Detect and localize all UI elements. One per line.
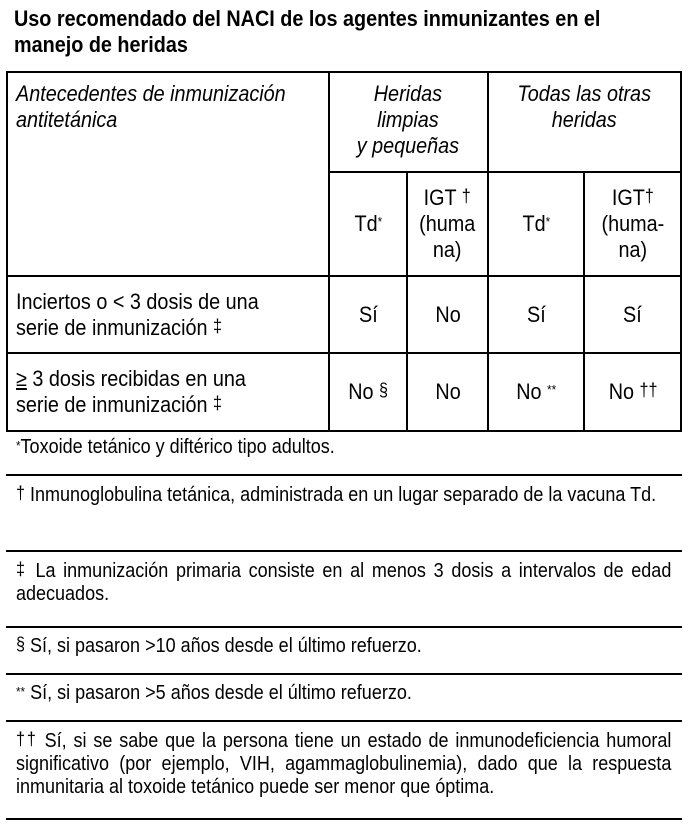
- footnote-asterisk: [6, 432, 682, 476]
- footnote-mark-asterisk: *: [545, 214, 550, 229]
- row-label-three-or-more: [7, 353, 329, 431]
- subheader-clean-igt: [407, 172, 487, 276]
- footnote-mark: ††: [16, 729, 38, 749]
- cell-value: Sí: [623, 301, 643, 327]
- recommendation-table: [6, 71, 682, 432]
- footnote-dagger: [6, 476, 682, 552]
- subheader-igt-line-3: na): [618, 237, 647, 262]
- table-row: [7, 353, 681, 431]
- cell-value: No: [516, 379, 542, 404]
- footnote-mark-double-dagger-pair: ††: [639, 380, 658, 400]
- group-header-other-wounds: [488, 72, 681, 172]
- title-line-2: manejo de heridas: [14, 32, 188, 57]
- cell-clean-td: [329, 276, 407, 353]
- row-label-line-1: 3 dosis recibidas en una: [26, 366, 246, 391]
- group-other-line-1: Todas las otras: [517, 81, 652, 106]
- subheader-igt-line-2: (huma: [419, 211, 476, 236]
- cell-value: No: [434, 379, 461, 404]
- subheader-other-td: [488, 172, 585, 276]
- footnote-mark-asterisk: *: [377, 214, 382, 229]
- group-other-line-2: heridas: [551, 107, 617, 132]
- cell-clean-td: [329, 353, 407, 431]
- footnote-mark: **: [16, 684, 26, 699]
- footnote-text: Sí, si pasaron >10 años desde el último refuerzo.: [25, 635, 422, 657]
- cell-value: Sí: [526, 301, 546, 327]
- footnotes: [6, 432, 682, 820]
- subheader-td-label: Td: [522, 211, 546, 236]
- footnote-section: [6, 628, 682, 675]
- row-label-uncertain: [7, 276, 329, 353]
- footnote-double-dagger-pair: [6, 722, 682, 820]
- footnote-mark: †: [16, 483, 26, 503]
- footnote-text: Sí, si pasaron >5 años desde el último refuerzo.: [25, 682, 412, 704]
- footnote-mark-double-asterisk: **: [546, 382, 557, 397]
- subheader-igt-line-2: (huma-: [601, 211, 665, 236]
- footnote-double-asterisk: [6, 675, 682, 722]
- page-title: [14, 6, 613, 58]
- row-label-line-2: serie de inmunización: [16, 392, 208, 417]
- footnote-mark: *: [16, 438, 21, 453]
- cell-value: No: [348, 379, 374, 404]
- antecedentes-header-line-1: Antecedentes de inmunización: [16, 81, 286, 106]
- row-label-line-2: serie de inmunización: [16, 314, 208, 340]
- subheader-other-igt: [584, 172, 681, 276]
- title-line-1: Uso recomendado del NACI de los agentes inmunizantes en el: [14, 6, 601, 31]
- cell-value: No: [434, 301, 461, 327]
- row-label-line-1: Inciertos o < 3 dosis de una: [16, 288, 259, 314]
- footnote-mark: §: [16, 634, 26, 654]
- footnote-mark-section: §: [379, 380, 389, 400]
- group-clean-line-1: Heridas: [374, 81, 443, 106]
- cell-clean-igt: [407, 353, 487, 431]
- cell-other-td: [488, 276, 585, 353]
- group-clean-line-3: y pequeñas: [357, 133, 460, 158]
- table-row: [7, 276, 681, 353]
- footnote-text: La inmunización primaria consiste en al menos 3 dosis a intervalos de edad adecuados.: [16, 560, 672, 605]
- antecedentes-header: [7, 72, 329, 276]
- subheader-igt-label: IGT: [611, 185, 645, 210]
- subheader-igt-label: IGT: [423, 185, 457, 210]
- footnote-double-dagger: [6, 552, 682, 628]
- group-clean-line-2: limpias: [377, 107, 440, 132]
- group-header-clean-wounds: [329, 72, 488, 172]
- cell-clean-igt: [407, 276, 487, 353]
- cell-other-igt: [584, 276, 681, 353]
- cell-value: No: [608, 379, 634, 404]
- cell-other-td: [488, 353, 585, 431]
- greater-equal-symbol: ≥: [16, 366, 27, 391]
- footnote-text: Toxoide tetánico y diftérico tipo adultos.: [20, 436, 335, 458]
- footnote-mark-dagger: †: [462, 186, 472, 206]
- footnote-mark: ‡: [16, 559, 28, 579]
- footnote-text: Sí, si se sabe que la persona tiene un estado de inmunodeficiencia humoral significativo (por ejemplo, VIH, agammaglobulinemia), dado que la respuesta inmunitaria al toxoide tetánico puede ser menor que óptima.: [16, 730, 672, 798]
- subheader-clean-td: [329, 172, 407, 276]
- subheader-td-label: Td: [354, 211, 378, 236]
- cell-value: Sí: [358, 301, 378, 327]
- antecedentes-header-line-2: antitetánica: [16, 107, 118, 132]
- cell-other-igt: [584, 353, 681, 431]
- footnote-mark-double-dagger: ‡: [213, 315, 223, 336]
- footnote-mark-double-dagger: ‡: [213, 393, 223, 413]
- subheader-igt-line-3: na): [433, 237, 462, 262]
- footnote-text: Inmunoglobulina tetánica, administrada en un lugar separado de la vacuna Td.: [25, 484, 657, 506]
- footnote-mark-dagger: †: [644, 186, 654, 206]
